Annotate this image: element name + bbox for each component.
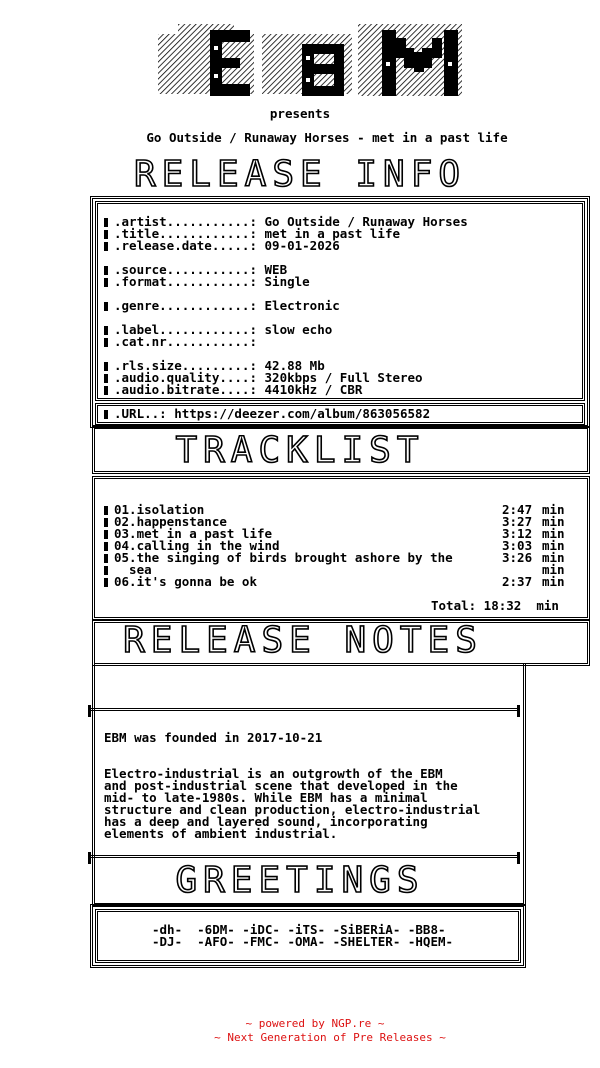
bullet (104, 506, 108, 515)
bullet (104, 566, 108, 575)
track-title: 01.isolation (114, 502, 205, 517)
notes-founded: EBM was founded in 2017-10-21 (104, 730, 323, 745)
bullet (104, 338, 108, 347)
track-unit: min (542, 550, 565, 565)
track-unit: min (542, 502, 565, 517)
info-key: .label............: (114, 322, 257, 337)
info-key: .artist...........: (114, 214, 257, 229)
track-time: 3:27 (502, 514, 533, 529)
track-row (104, 552, 453, 564)
info-key: .rls.size.........: (114, 358, 257, 373)
bullet (104, 302, 108, 311)
info-key: .audio.quality....: (114, 370, 257, 385)
track-title: 02.happenstance (114, 514, 227, 529)
info-key: .genre............: (114, 298, 257, 313)
track-unit: min (542, 526, 565, 541)
greetings-line-1: -dh- -6DM- -iDC- -iTS- -SiBERiA- -BB8- (152, 922, 446, 937)
info-row (104, 300, 340, 312)
url-label: .URL..: (114, 406, 167, 421)
info-value: Go Outside / Runaway Horses (264, 214, 468, 229)
bullet (104, 374, 108, 383)
info-key: .audio.bitrate....: (114, 382, 257, 397)
heading-release-info: RELEASE INFO (133, 154, 467, 195)
bullet (104, 542, 108, 551)
ebm-logo (158, 22, 466, 100)
presents-text: presents (269, 106, 331, 121)
info-value: met in a past life (264, 226, 400, 241)
info-key: .title............: (114, 226, 257, 241)
track-title: 04.calling in the wind (114, 538, 280, 553)
info-key: .source...........: (114, 262, 257, 277)
info-row (104, 240, 340, 252)
track-unit: min (542, 538, 565, 553)
notes-body: Electro-industrial is an outgrowth of the EBM and post-industrial scene that developed in the mid- to late-1980s. While EBM has a minimal structure and clean production, electro-industrial has a deep and layered sound, incorporating elements of ambient industrial. (104, 766, 481, 841)
track-time: 3:12 (502, 526, 533, 541)
track-row (104, 576, 257, 588)
bullet (104, 410, 108, 419)
info-row (104, 276, 310, 288)
track-unit: min (542, 574, 565, 589)
bullet (104, 266, 108, 275)
info-value: 42.88 Mb (264, 358, 325, 373)
track-time: 2:47 (502, 502, 533, 517)
heading-greetings: GREETINGS (175, 860, 425, 901)
track-unit: min (542, 562, 565, 577)
heading-tracklist: TRACKLIST (175, 430, 425, 471)
bullet (104, 218, 108, 227)
bullet (104, 386, 108, 395)
track-time: 3:26 (502, 550, 533, 565)
info-value: Electronic (264, 298, 340, 313)
info-value: WEB (264, 262, 288, 277)
bullet (104, 230, 108, 239)
info-value: slow echo (264, 322, 333, 337)
url-row (104, 408, 430, 420)
bullet (104, 326, 108, 335)
info-key: .format...........: (114, 274, 257, 289)
info-value: 320kbps / Full Stereo (264, 370, 423, 385)
info-value: 09-01-2026 (264, 238, 340, 253)
ebm-logo-graphic (158, 22, 466, 100)
url-link[interactable]: https://deezer.com/album/863056582 (174, 406, 431, 421)
info-key: .release.date.....: (114, 238, 257, 253)
track-time: 3:03 (502, 538, 533, 553)
bullet (104, 530, 108, 539)
bullet (104, 578, 108, 587)
track-title: sea (114, 562, 152, 577)
footer-powered-by: ~ powered by NGP.re ~ (245, 1017, 385, 1030)
heading-release-notes: RELEASE NOTES (123, 620, 483, 661)
info-value: Single (264, 274, 310, 289)
footer-tagline: ~ Next Generation of Pre Releases ~ (214, 1031, 446, 1044)
info-row (104, 384, 362, 396)
bullet (104, 554, 108, 563)
tracklist-total: Total: 18:32 min (431, 598, 559, 613)
info-key: .cat.nr...........: (114, 334, 257, 349)
track-title: 03.met in a past life (114, 526, 273, 541)
bullet (104, 518, 108, 527)
release-subtitle: Go Outside / Runaway Horses - met in a past life (146, 130, 508, 145)
bullet (104, 362, 108, 371)
greetings-line-2: -DJ- -AFO- -FMC- -OMA- -SHELTER- -HQEM- (152, 934, 454, 949)
info-value: 4410kHz / CBR (264, 382, 363, 397)
track-title: 05.the singing of birds brought ashore by the (114, 550, 453, 565)
notes-divider-top (88, 708, 520, 721)
bullet (104, 278, 108, 287)
info-row (104, 336, 265, 348)
track-unit: min (542, 514, 565, 529)
bullet (104, 242, 108, 251)
track-title: 06.it's gonna be ok (114, 574, 257, 589)
track-time: 2:37 (502, 574, 533, 589)
